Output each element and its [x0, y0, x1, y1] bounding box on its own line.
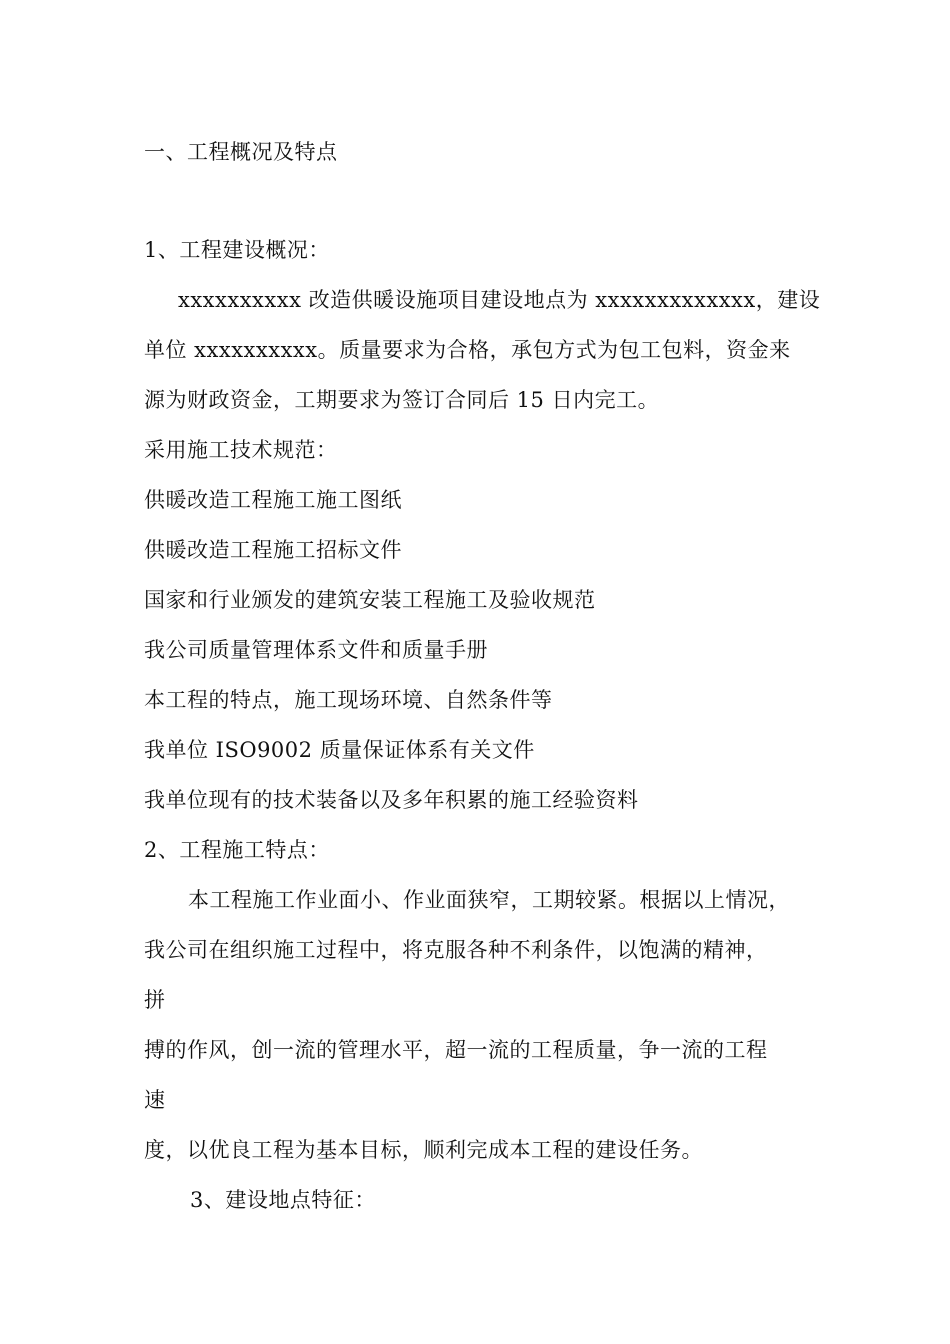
section-3-title: 3、建设地点特征： — [190, 1188, 376, 1212]
spec-item: 供暖改造工程施工招标文件 — [144, 538, 402, 562]
spec-item: 本工程的特点，施工现场环境、自然条件等 — [144, 688, 553, 712]
document-heading: 一、工程概况及特点 — [144, 140, 338, 164]
spec-item: 国家和行业颁发的建筑安装工程施工及验收规范 — [144, 588, 596, 612]
spec-item: 我单位现有的技术装备以及多年积累的施工经验资料 — [144, 788, 639, 812]
paragraph-2-line-3: 拼 — [144, 988, 166, 1012]
spec-item: 我单位 ISO9002 质量保证体系有关文件 — [144, 738, 535, 762]
specs-title: 采用施工技术规范： — [144, 438, 338, 462]
paragraph-1-line-2: 单位 xxxxxxxxxx。质量要求为合格，承包方式为包工包料，资金来 — [144, 338, 791, 362]
spec-item: 供暖改造工程施工施工图纸 — [144, 488, 402, 512]
paragraph-2-line-2: 我公司在组织施工过程中，将克服各种不利条件，以饱满的精神， — [144, 938, 768, 962]
paragraph-2-line-1: 本工程施工作业面小、作业面狭窄，工期较紧。根据以上情况， — [188, 888, 790, 912]
paragraph-2-line-5: 速 — [144, 1088, 166, 1112]
paragraph-1-line-1: xxxxxxxxxx 改造供暖设施项目建设地点为 xxxxxxxxxxxxx，建设 — [178, 288, 821, 312]
spec-item: 我公司质量管理体系文件和质量手册 — [144, 638, 488, 662]
paragraph-1-line-3: 源为财政资金，工期要求为签订合同后 15 日内完工。 — [144, 388, 660, 412]
paragraph-2-line-4: 搏的作风，创一流的管理水平，超一流的工程质量，争一流的工程 — [144, 1038, 768, 1062]
section-1-title: 1、工程建设概况： — [144, 238, 330, 262]
paragraph-2-line-6: 度，以优良工程为基本目标，顺利完成本工程的建设任务。 — [144, 1138, 703, 1162]
section-2-title: 2、工程施工特点： — [144, 838, 330, 862]
